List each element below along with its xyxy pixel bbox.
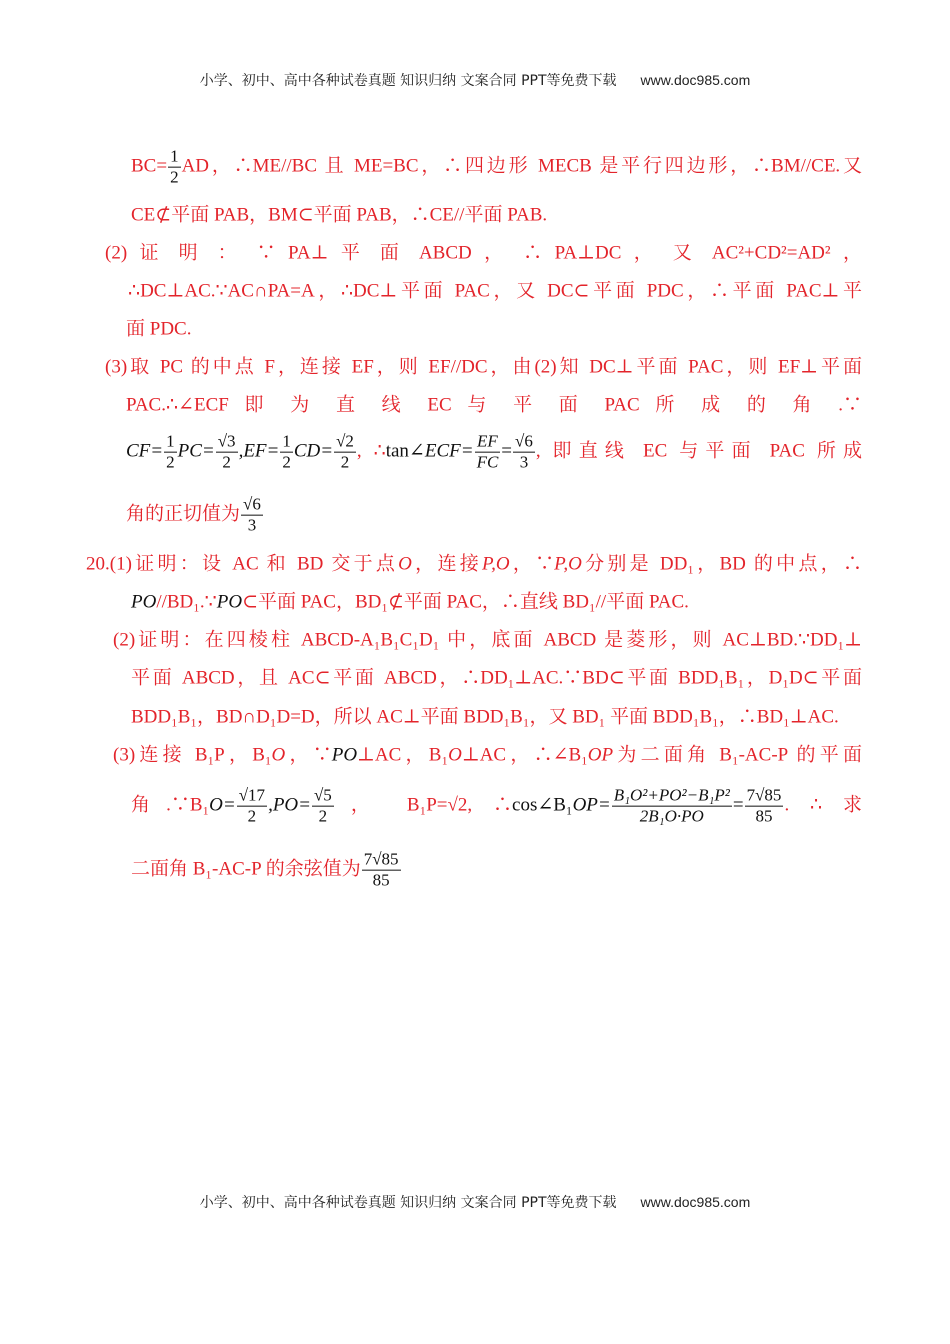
text-line: [131, 206, 547, 225]
text-segment: O=: [209, 794, 236, 816]
denominator: 2: [247, 806, 257, 826]
text-segment: (3)连接 B₁P，B₁: [113, 744, 272, 766]
text-line: [126, 433, 862, 472]
fraction: [164, 433, 177, 472]
text-segment: . ∴ 求: [784, 794, 862, 816]
text-segment: =: [501, 440, 513, 462]
denominator: 2: [318, 806, 328, 826]
text-segment: 角.∵B₁: [131, 794, 210, 816]
text-segment: CD=: [293, 440, 334, 462]
text-line: [131, 593, 689, 612]
text-line: [131, 148, 862, 187]
text-segment: CF=: [126, 440, 164, 462]
numerator: √6: [243, 494, 261, 514]
text-segment: ,PO=: [268, 794, 311, 816]
text-segment: , 即直线 EC 与平面 PAC 所成: [535, 440, 863, 462]
numerator: 1: [166, 431, 175, 451]
text-segment: ,EF=: [238, 440, 280, 462]
denominator: 3: [247, 515, 257, 535]
text-segment: //BD₁.∵: [156, 591, 217, 613]
text-segment: PO: [331, 744, 358, 766]
text-line: [86, 555, 862, 574]
fraction: [216, 433, 238, 472]
text-segment: ⊥AC，B₁: [357, 744, 449, 766]
text-segment: cos∠B₁: [512, 794, 573, 816]
text-segment: AD，∴ME//BC 且 ME=BC，∴四边形 MECB 是平行四边形，∴BM//CE.又: [181, 155, 862, 177]
text-segment: PO: [131, 591, 157, 613]
text-segment: OP: [587, 744, 614, 766]
fraction: [241, 496, 263, 535]
fraction: [334, 433, 356, 472]
text-segment: 面 PDC.: [126, 318, 192, 340]
text-segment: O: [398, 553, 412, 575]
text-segment: 20.(1)证明：设 AC 和 BD 交于点: [86, 553, 399, 575]
text-segment: OP=: [572, 794, 611, 816]
text-segment: PO: [216, 591, 243, 613]
numerator: EF: [477, 431, 498, 451]
numerator: B₁O²+PO²−B₁P²: [613, 785, 730, 805]
fraction: [168, 148, 181, 187]
page-header: [0, 70, 950, 90]
denominator: 85: [755, 806, 773, 826]
numerator: √17: [238, 785, 266, 805]
text-line: [105, 358, 862, 377]
text-segment: P,O: [481, 553, 510, 575]
numerator: √5: [313, 785, 332, 805]
numerator: √3: [217, 431, 236, 451]
page-footer: [0, 1192, 950, 1212]
text-segment: 平面 ABCD，且 AC⊂平面 ABCD，∴DD₁⊥AC.∵BD⊂平面 BDD₁B₁，D₁D⊂平面: [131, 667, 862, 689]
text-segment: (3)取 PC 的中点 F，连接 EF，则 EF//DC，由(2)知 DC⊥平面 PAC，则 EF⊥平面: [105, 356, 862, 378]
denominator: 2: [340, 452, 350, 472]
denominator: 2: [170, 167, 179, 187]
numerator: 7√85: [363, 849, 399, 869]
footer-site: www.doc985.com: [640, 1194, 751, 1210]
fraction: [475, 433, 501, 472]
text-segment: ⊥AC，∴∠B₁: [461, 744, 588, 766]
numerator: 1: [170, 146, 179, 166]
text-segment: ∴DC⊥AC.∵AC∩PA=A，∴DC⊥平面 PAC，又 DC⊂平面 PDC，∴平面 PAC⊥平: [128, 280, 862, 302]
text-segment: ECF=: [424, 440, 474, 462]
text-segment: 为二面角 B₁-AC-P 的平面: [613, 744, 862, 766]
text-segment: BDD₁B₁，BD∩D₁D=D，所以 AC⊥平面 BDD₁B₁，又 BD₁ 平面 BDD₁B₁，∴BD₁⊥AC.: [131, 706, 839, 728]
text-segment: BC=: [131, 155, 168, 177]
fraction: [513, 433, 535, 472]
numerator: 1: [282, 431, 291, 451]
fraction: [312, 787, 334, 826]
text-segment: PAC.∴∠ECF 即 为 直 线 EC 与 平 面 PAC 所 成 的 角 .∵: [126, 394, 862, 416]
denominator: 2B₁O·PO: [639, 806, 704, 826]
text-line: [131, 669, 862, 688]
fraction: [745, 787, 784, 826]
header-site: www.doc985.com: [640, 72, 751, 88]
denominator: 2: [166, 452, 175, 472]
text-segment: PC=: [177, 440, 215, 462]
denominator: 2: [222, 452, 231, 472]
text-line: [105, 244, 862, 263]
text-segment: ⊂平面 PAC，BD₁⊄平面 PAC，∴直线 BD₁//平面 PAC.: [242, 591, 689, 613]
text-line: [113, 746, 862, 765]
fraction: [280, 433, 293, 472]
header-text: 小学、初中、高中各种试卷真题 知识归纳 文案合同 PPT等免费下载: [199, 73, 617, 89]
text-segment: P,O: [554, 553, 582, 575]
text-segment: 二面角 B₁-AC-P 的余弦值为: [131, 858, 361, 880]
denominator: 85: [372, 870, 390, 890]
numerator: √2: [336, 431, 354, 451]
text-segment: (2) 证 明 ： ∵ PA⊥ 平 面 ABCD ， ∴ PA⊥DC ， 又 AC²+CD²=AD² ，: [105, 242, 862, 264]
text-segment: 角的正切值为: [126, 503, 241, 525]
text-segment: (2)证明：在四棱柱 ABCD-A₁B₁C₁D₁ 中，底面 ABCD 是菱形，则 AC⊥BD.∵DD₁⊥: [113, 629, 862, 651]
text-line: [131, 787, 862, 826]
denominator: FC: [476, 452, 499, 472]
fraction: [612, 787, 732, 826]
footer-text: 小学、初中、高中各种试卷真题 知识归纳 文案合同 PPT等免费下载: [199, 1195, 617, 1211]
text-line: [126, 496, 264, 535]
text-line: [126, 396, 862, 415]
text-segment: 分别是 DD₁，BD 的中点，∴: [581, 553, 862, 575]
text-line: [113, 631, 862, 650]
text-segment: CE⊄平面 PAB，BM⊂平面 PAB，∴CE//平面 PAB.: [131, 204, 548, 226]
denominator: 3: [519, 452, 529, 472]
text-segment: ，∵: [509, 553, 555, 575]
text-segment: ，∵: [285, 744, 332, 766]
denominator: 2: [282, 452, 291, 472]
text-segment: O: [271, 744, 286, 766]
text-segment: =: [732, 794, 744, 816]
fraction: [237, 787, 267, 826]
text-segment: tan∠: [385, 440, 425, 462]
text-line: [126, 320, 191, 339]
numerator: √6: [515, 431, 533, 451]
text-segment: ，连接: [411, 553, 482, 575]
numerator: 7√85: [746, 785, 782, 805]
text-line: [131, 851, 402, 890]
text-segment: O: [448, 744, 462, 766]
text-segment: ， B₁P=√2, ∴: [334, 794, 513, 816]
fraction: [362, 851, 401, 890]
text-line: [128, 282, 862, 301]
text-line: [131, 708, 839, 727]
text-segment: , ∴: [356, 440, 386, 462]
